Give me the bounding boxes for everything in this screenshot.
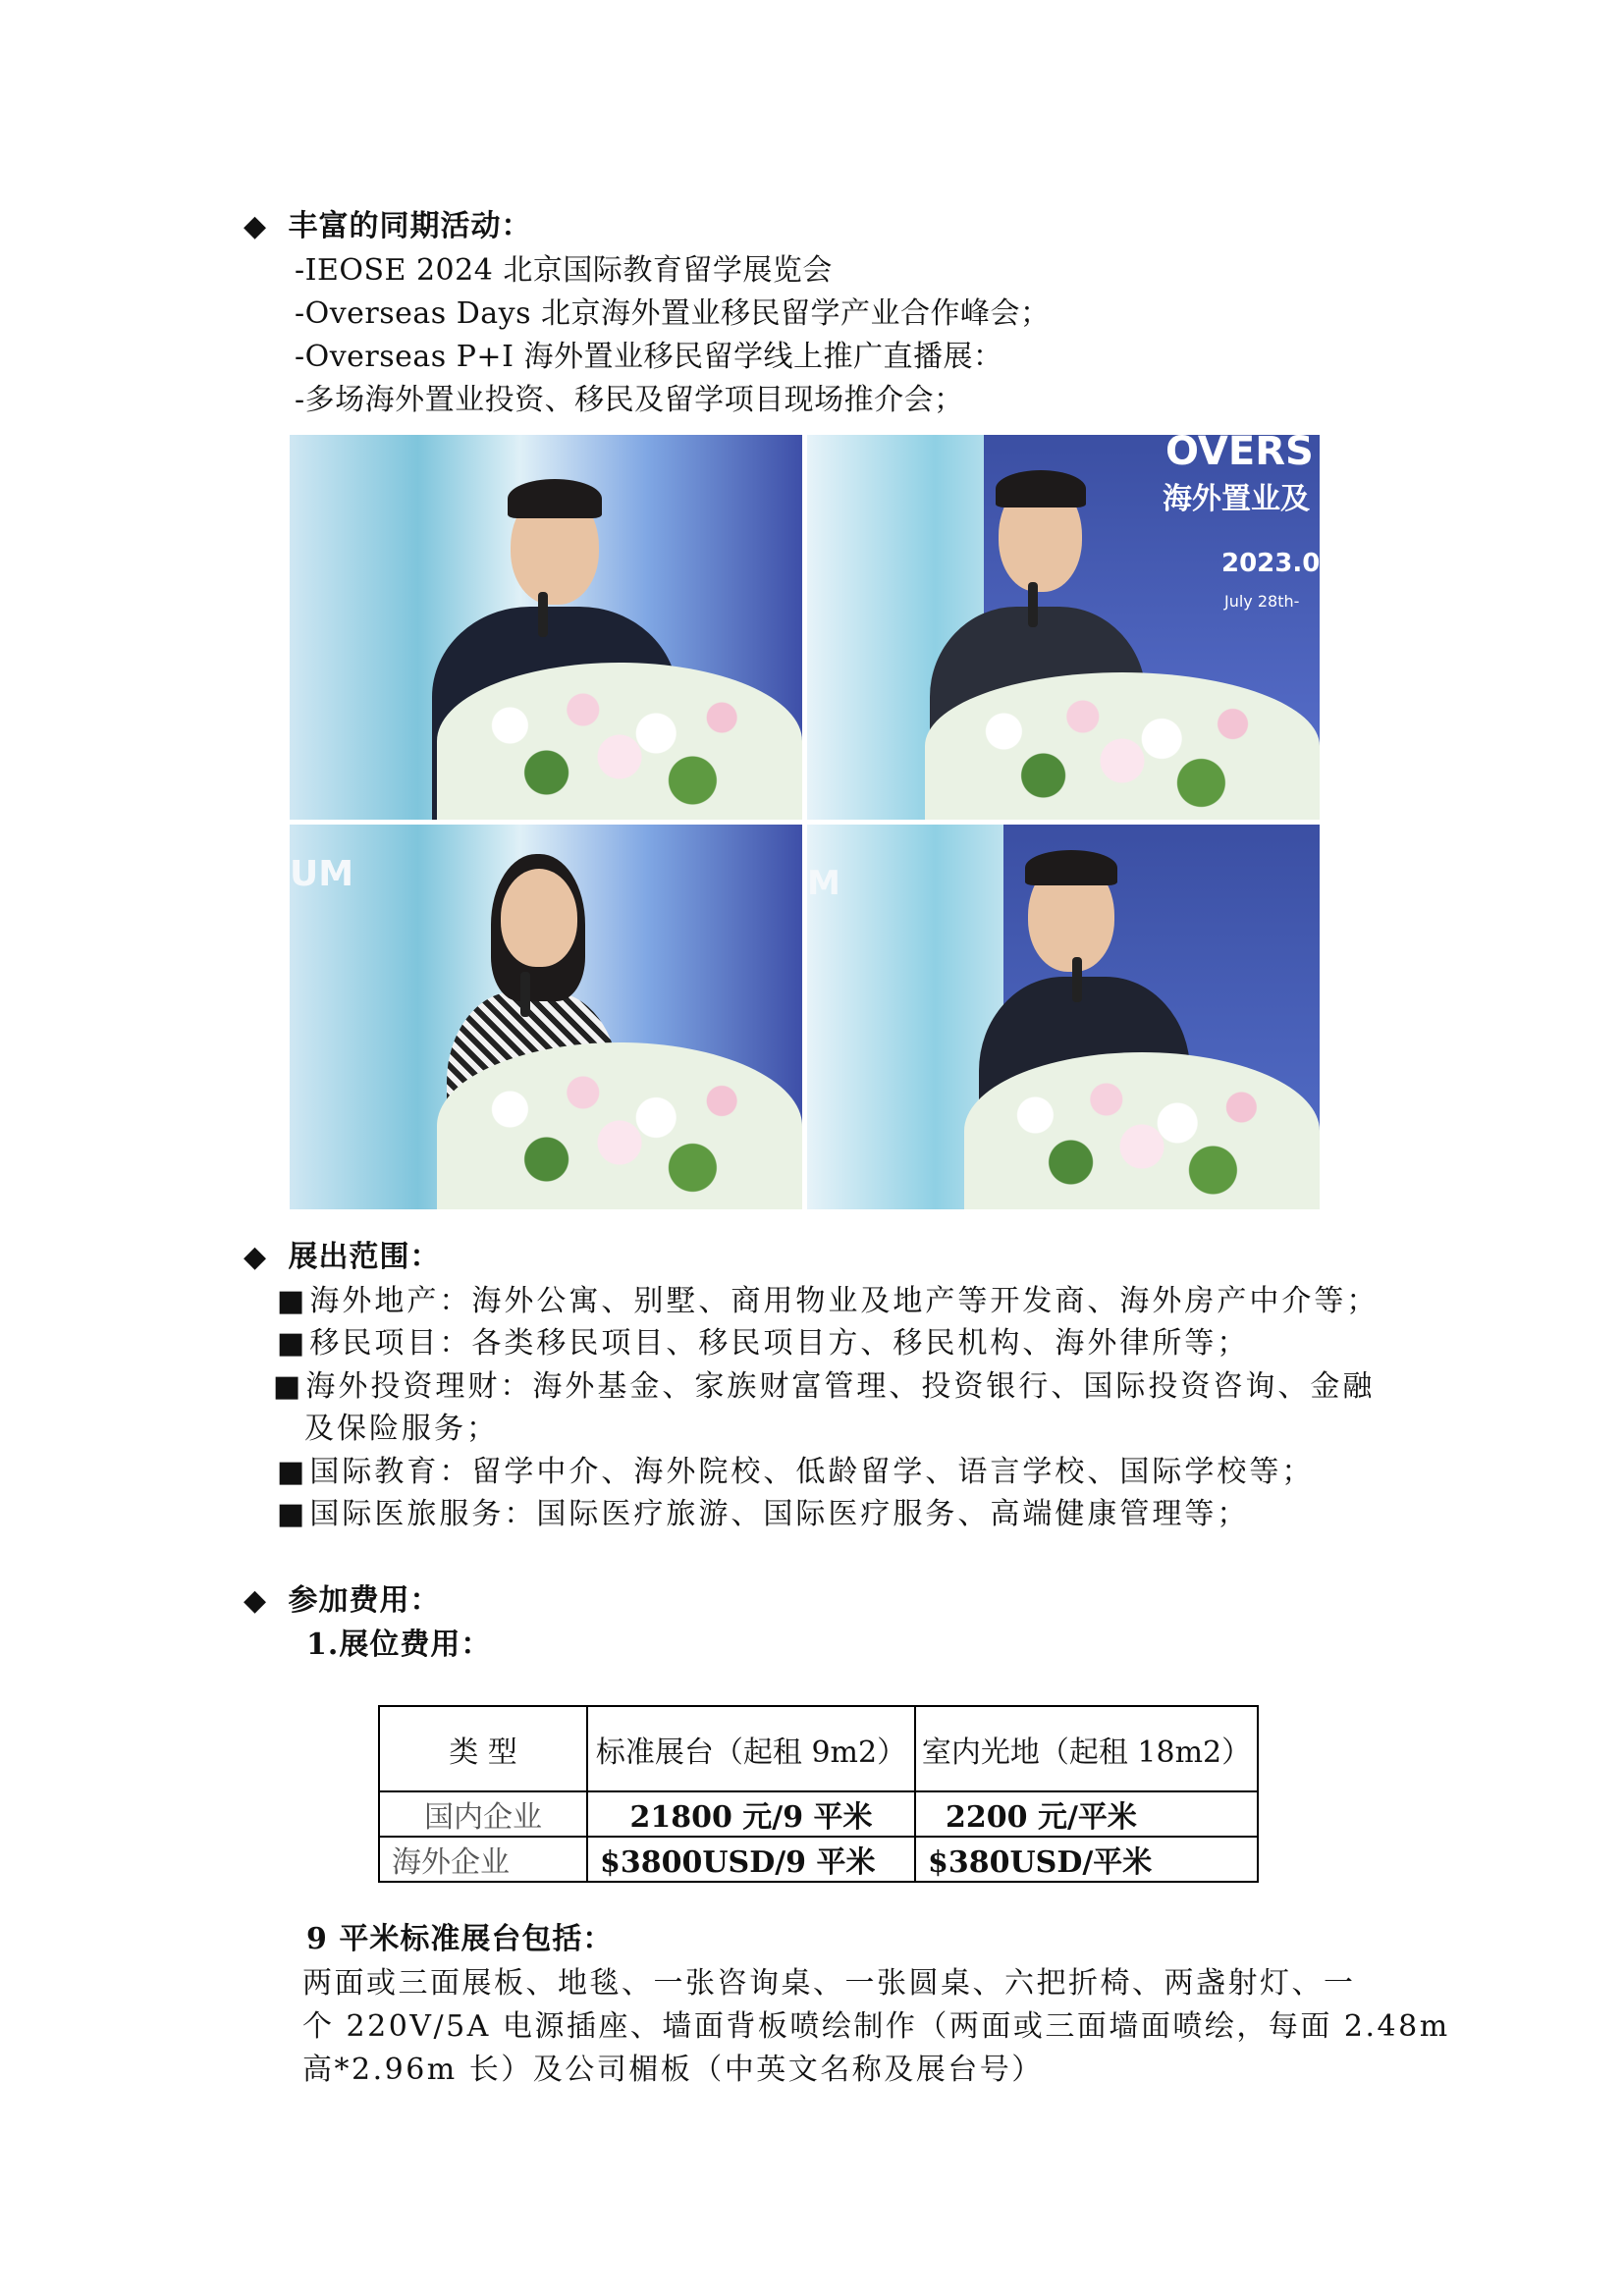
table-cell: 国内企业: [379, 1791, 587, 1837]
diamond-bullet-icon: ◆: [244, 1240, 268, 1274]
square-bullet-icon: ■: [277, 1455, 308, 1489]
table-row: [379, 1837, 1258, 1882]
diamond-bullet-icon: ◆: [244, 209, 268, 243]
table-cell: 21800 元/9 平米: [587, 1791, 915, 1837]
booth-includes-line: 两面或三面展板、地毯、一张咨询桌、一张圆桌、六把折椅、两盏射灯、一: [302, 1966, 1356, 2001]
backdrop-text: OVERS: [1165, 435, 1314, 474]
square-bullet-icon: ■: [277, 1284, 308, 1318]
scope-heading: ◆ 展出范围：: [244, 1240, 441, 1274]
table-cell: 2200 元/平米: [915, 1791, 1258, 1837]
activity-item: -Overseas Days 北京海外置业移民留学产业合作峰会；: [295, 296, 1051, 331]
table-header-row: [379, 1706, 1258, 1791]
square-bullet-icon: ■: [273, 1369, 304, 1404]
table-cell: $380USD/平米: [915, 1837, 1258, 1882]
booth-includes-heading: 9 平米标准展台包括：: [306, 1922, 614, 1956]
activity-item: -多场海外置业投资、移民及留学项目现场推介会；: [295, 383, 964, 417]
backdrop-text: July 28th-: [1224, 592, 1300, 611]
scope-item: ■海外地产：海外公寓、别墅、商用物业及地产等开发商、海外房产中介等；: [277, 1284, 1380, 1318]
activities-heading: ◆ 丰富的同期活动：: [244, 209, 532, 243]
square-bullet-icon: ■: [277, 1326, 308, 1361]
booth-includes-line: 个 220V/5A 电源插座、墙面背板喷绘制作（两面或三面墙面喷绘，每面 2.48m: [302, 2009, 1450, 2044]
fees-heading: ◆ 参加费用：: [244, 1583, 441, 1618]
square-bullet-icon: ■: [277, 1497, 308, 1531]
activity-item: -IEOSE 2024 北京国际教育留学展览会: [295, 253, 833, 288]
speaker-photo-3: [290, 825, 802, 1209]
table-header-cell: 类 型: [379, 1706, 587, 1791]
backdrop-text: M: [807, 864, 840, 903]
table-cell: 海外企业: [379, 1837, 587, 1882]
flower-arrangement: [437, 1042, 802, 1209]
scope-item-continued: 及保险服务；: [304, 1412, 499, 1446]
speaker-photo-2: [807, 435, 1320, 820]
table-header-cell: 标准展台（起租 9m2）: [587, 1706, 915, 1791]
scope-item: ■国际教育：留学中介、海外院校、低龄留学、语言学校、国际学校等；: [277, 1455, 1315, 1489]
fee-table: [378, 1705, 1259, 1883]
table-row: [379, 1791, 1258, 1837]
booth-includes-line: 高*2.96m 长）及公司楣板（中英文名称及展台号）: [302, 2053, 1044, 2087]
booth-fee-subheading: 1.展位费用：: [306, 1628, 492, 1662]
speaker-photo-4: [807, 825, 1320, 1209]
speaker-photo-1: [290, 435, 802, 820]
backdrop-text: 海外置业及: [1163, 482, 1310, 516]
scope-item: ■国际医旅服务：国际医疗旅游、国际医疗服务、高端健康管理等；: [277, 1497, 1250, 1531]
table-header-cell: 室内光地（起租 18m2）: [915, 1706, 1258, 1791]
flower-arrangement: [925, 672, 1320, 820]
table-cell: $3800USD/9 平米: [587, 1837, 915, 1882]
backdrop-text: UM: [290, 854, 354, 894]
flower-arrangement: [437, 663, 802, 820]
scope-item: ■海外投资理财：海外基金、家族财富管理、投资银行、国际投资咨询、金融: [273, 1369, 1376, 1404]
diamond-bullet-icon: ◆: [244, 1583, 268, 1618]
scope-item: ■移民项目：各类移民项目、移民项目方、移民机构、海外律所等；: [277, 1326, 1250, 1361]
flower-arrangement: [964, 1052, 1320, 1209]
activity-item: -Overseas P+I 海外置业移民留学线上推广直播展：: [295, 340, 1003, 374]
backdrop-text: 2023.0: [1221, 549, 1320, 578]
